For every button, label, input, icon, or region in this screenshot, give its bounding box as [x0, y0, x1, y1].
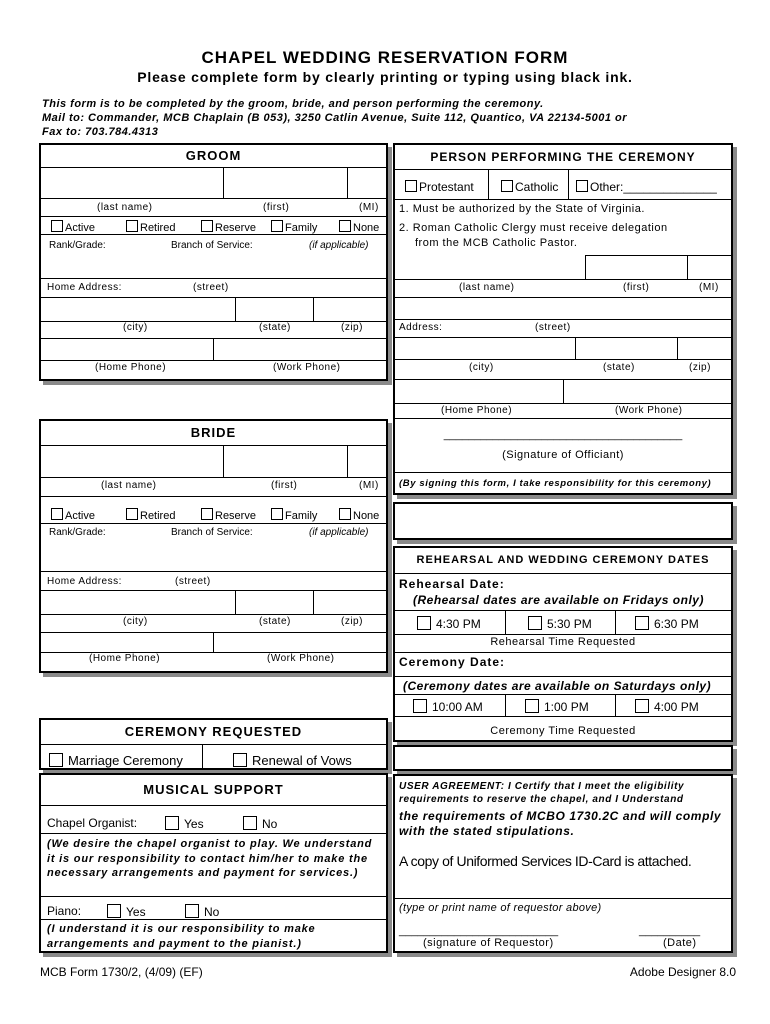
checkbox-icon [271, 220, 283, 232]
bride-home-address-label: Home Address: [47, 576, 122, 587]
checkbox-icon [525, 699, 539, 713]
officiant-first-label: (first) [623, 282, 650, 293]
groom-status-family[interactable]: Family [271, 220, 317, 234]
checkbox-icon [271, 508, 283, 520]
bride-header: BRIDE [41, 421, 386, 446]
officiant-note-2b: from the MCB Catholic Pastor. [415, 237, 578, 249]
ceremony-time-label: Ceremony Time Requested [490, 725, 636, 737]
form-subtitle: Please complete form by clearly printing or typing using black ink. [137, 69, 633, 85]
groom-branch-label: Branch of Service: [171, 240, 253, 251]
officiant-signature-line[interactable]: _______________________________________ [443, 429, 683, 441]
blank-box-1 [393, 502, 733, 540]
groom-mi-input[interactable] [351, 171, 383, 195]
chapel-organist-label: Chapel Organist: [47, 816, 138, 830]
dates-section [393, 546, 733, 742]
groom-first-name-input[interactable] [227, 171, 343, 195]
groom-street-label: (street) [193, 282, 229, 293]
groom-zip-label: (zip) [341, 322, 363, 333]
officiant-last-name-label: (last name) [459, 282, 515, 293]
piano-no-checkbox[interactable]: No [185, 904, 219, 918]
groom-mi-label: (MI) [359, 202, 379, 213]
officiant-home-phone-label: (Home Phone) [441, 405, 513, 416]
checkbox-icon [107, 904, 121, 918]
form-number: MCB Form 1730/2, (4/09) (EF) [40, 965, 203, 979]
groom-last-name-label: (last name) [97, 202, 153, 213]
bride-city-label: (city) [123, 616, 148, 627]
officiant-street-label: (street) [535, 322, 571, 333]
agreement-text-2: the requirements of MCBO 1730.2C and will comply with the stated stipulations. [399, 809, 722, 838]
dates-header: REHEARSAL AND WEDDING CEREMONY DATES [395, 548, 731, 574]
groom-first-label: (first) [263, 202, 290, 213]
print-name-label: (type or print name of requestor above) [399, 902, 602, 914]
checkbox-icon [635, 616, 649, 630]
groom-work-phone-label: (Work Phone) [273, 362, 341, 373]
ceremony-1000-checkbox[interactable]: 10:00 AM [413, 699, 483, 713]
checkbox-icon [339, 220, 351, 232]
intro-line-2: Mail to: Commander, MCB Chaplain (B 053), 3250 Catlin Avenue, Suite 112, Quantico, VA 22134-5001 or [42, 112, 627, 124]
groom-city-label: (city) [123, 322, 148, 333]
bride-status-family[interactable]: Family [271, 508, 317, 522]
bride-rank-label: Rank/Grade: [49, 527, 106, 538]
groom-status-none[interactable]: None [339, 220, 379, 234]
organist-note: (We desire the chapel organist to play. We understand it is our responsibility to contact him/her to make the necessary arrangements and payment for services.) [47, 838, 373, 879]
officiant-signature-label: (Signature of Officiant) [502, 449, 624, 461]
rehearsal-date-label: Rehearsal Date: [399, 577, 505, 591]
musical-support-section [39, 773, 388, 953]
officiant-signature-note: (By signing this form, I take responsibility for this ceremony) [399, 478, 712, 489]
checkbox-icon [201, 508, 213, 520]
blank-box-2 [393, 745, 733, 771]
rehearsal-time-label: Rehearsal Time Requested [490, 636, 636, 648]
ceremony-requested-section [39, 718, 388, 770]
bride-first-label: (first) [271, 480, 298, 491]
renewal-of-vows-checkbox[interactable]: Renewal of Vows [233, 753, 352, 767]
requestor-date-label: (Date) [663, 937, 697, 949]
checkbox-icon [126, 508, 138, 520]
officiant-city-label: (city) [469, 362, 494, 373]
checkbox-icon [51, 220, 63, 232]
rehearsal-note: (Rehearsal dates are available on Fridays only) [413, 593, 704, 607]
groom-status-retired[interactable]: Retired [126, 220, 175, 234]
rehearsal-530-checkbox[interactable]: 5:30 PM [528, 616, 592, 630]
checkbox-icon [233, 753, 247, 767]
bride-state-label: (state) [259, 616, 291, 627]
intro-line-3: Fax to: 703.784.4313 [42, 126, 159, 138]
groom-header: GROOM [41, 145, 386, 168]
bride-status-reserve[interactable]: Reserve [201, 508, 256, 522]
groom-state-label: (state) [259, 322, 291, 333]
groom-section [39, 143, 388, 381]
organist-no-checkbox[interactable]: No [243, 816, 277, 830]
officiant-header: PERSON PERFORMING THE CEREMONY [395, 145, 731, 170]
checkbox-icon [185, 904, 199, 918]
rehearsal-630-checkbox[interactable]: 6:30 PM [635, 616, 699, 630]
checkbox-icon [51, 508, 63, 520]
religion-protestant-checkbox[interactable]: Protestant [405, 180, 474, 193]
groom-rank-label: Rank/Grade: [49, 240, 106, 251]
bride-zip-label: (zip) [341, 616, 363, 627]
groom-home-address-label: Home Address: [47, 282, 122, 293]
checkbox-icon [49, 753, 63, 767]
rehearsal-430-checkbox[interactable]: 4:30 PM [417, 616, 481, 630]
officiant-address-label: Address: [399, 322, 443, 333]
agreement-text-1: USER AGREEMENT: I Certify that I meet the eligibility requirements to reserve the chapel, and I Understand [399, 781, 685, 805]
checkbox-icon [339, 508, 351, 520]
ceremony-0100-checkbox[interactable]: 1:00 PM [525, 699, 589, 713]
bride-status-active[interactable]: Active [51, 508, 95, 522]
checkbox-icon [126, 220, 138, 232]
bride-section [39, 419, 388, 673]
ceremony-note: (Ceremony dates are available on Saturdays only) [403, 679, 712, 693]
ceremony-0400-checkbox[interactable]: 4:00 PM [635, 699, 699, 713]
bride-status-retired[interactable]: Retired [126, 508, 175, 522]
checkbox-icon [635, 699, 649, 713]
bride-last-name-input[interactable] [47, 449, 219, 473]
officiant-note-2a: 2. Roman Catholic Clergy must receive delegation [399, 222, 668, 234]
requestor-date-line[interactable]: __________ [639, 925, 701, 937]
bride-work-phone-label: (Work Phone) [267, 653, 335, 664]
checkbox-icon [576, 180, 588, 192]
checkbox-icon [528, 616, 542, 630]
agreement-section [393, 774, 733, 953]
religion-catholic-checkbox[interactable]: Catholic [501, 180, 558, 193]
checkbox-icon [417, 616, 431, 630]
bride-mi-label: (MI) [359, 480, 379, 491]
groom-if-applicable: (if applicable) [309, 240, 369, 251]
officiant-section [393, 143, 733, 495]
bride-street-label: (street) [175, 576, 211, 587]
groom-status-reserve[interactable]: Reserve [201, 220, 256, 234]
bride-first-name-input[interactable] [227, 449, 343, 473]
officiant-note-1: 1. Must be authorized by the State of Virginia. [399, 203, 645, 215]
bride-mi-input[interactable] [351, 449, 383, 473]
bride-last-name-label: (last name) [101, 480, 157, 491]
intro-line-1: This form is to be completed by the groom, bride, and person performing the ceremony. [42, 98, 544, 110]
marriage-ceremony-checkbox[interactable]: Marriage Ceremony [49, 753, 183, 767]
officiant-zip-label: (zip) [689, 362, 711, 373]
bride-status-none[interactable]: None [339, 508, 379, 522]
id-card-note: A copy of Uniformed Services ID-Card is attached. [399, 853, 692, 869]
religion-other-checkbox[interactable]: Other:______________ [576, 180, 717, 193]
requestor-signature-line[interactable]: __________________________ [399, 925, 559, 937]
checkbox-icon [243, 816, 257, 830]
piano-yes-checkbox[interactable]: Yes [107, 904, 146, 918]
checkbox-icon [501, 180, 513, 192]
checkbox-icon [201, 220, 213, 232]
checkbox-icon [413, 699, 427, 713]
piano-label: Piano: [47, 904, 82, 918]
groom-last-name-input[interactable] [47, 171, 219, 195]
piano-note: (I understand it is our responsibility to make arrangements and payment to the pianist.) [47, 923, 316, 950]
ceremony-date-label: Ceremony Date: [399, 655, 506, 669]
musical-support-header: MUSICAL SUPPORT [41, 775, 386, 806]
form-title: CHAPEL WEDDING RESERVATION FORM [201, 48, 569, 67]
bride-home-phone-label: (Home Phone) [89, 653, 161, 664]
officiant-mi-label: (MI) [699, 282, 719, 293]
bride-branch-label: Branch of Service: [171, 527, 253, 538]
officiant-work-phone-label: (Work Phone) [615, 405, 683, 416]
checkbox-icon [165, 816, 179, 830]
ceremony-requested-header: CEREMONY REQUESTED [41, 720, 386, 745]
checkbox-icon [405, 180, 417, 192]
software-label: Adobe Designer 8.0 [629, 965, 736, 979]
requestor-signature-label: (signature of Requestor) [423, 937, 554, 949]
officiant-state-label: (state) [603, 362, 635, 373]
groom-status-active[interactable]: Active [51, 220, 95, 234]
groom-home-phone-label: (Home Phone) [95, 362, 167, 373]
bride-if-applicable: (if applicable) [309, 527, 369, 538]
organist-yes-checkbox[interactable]: Yes [165, 816, 204, 830]
